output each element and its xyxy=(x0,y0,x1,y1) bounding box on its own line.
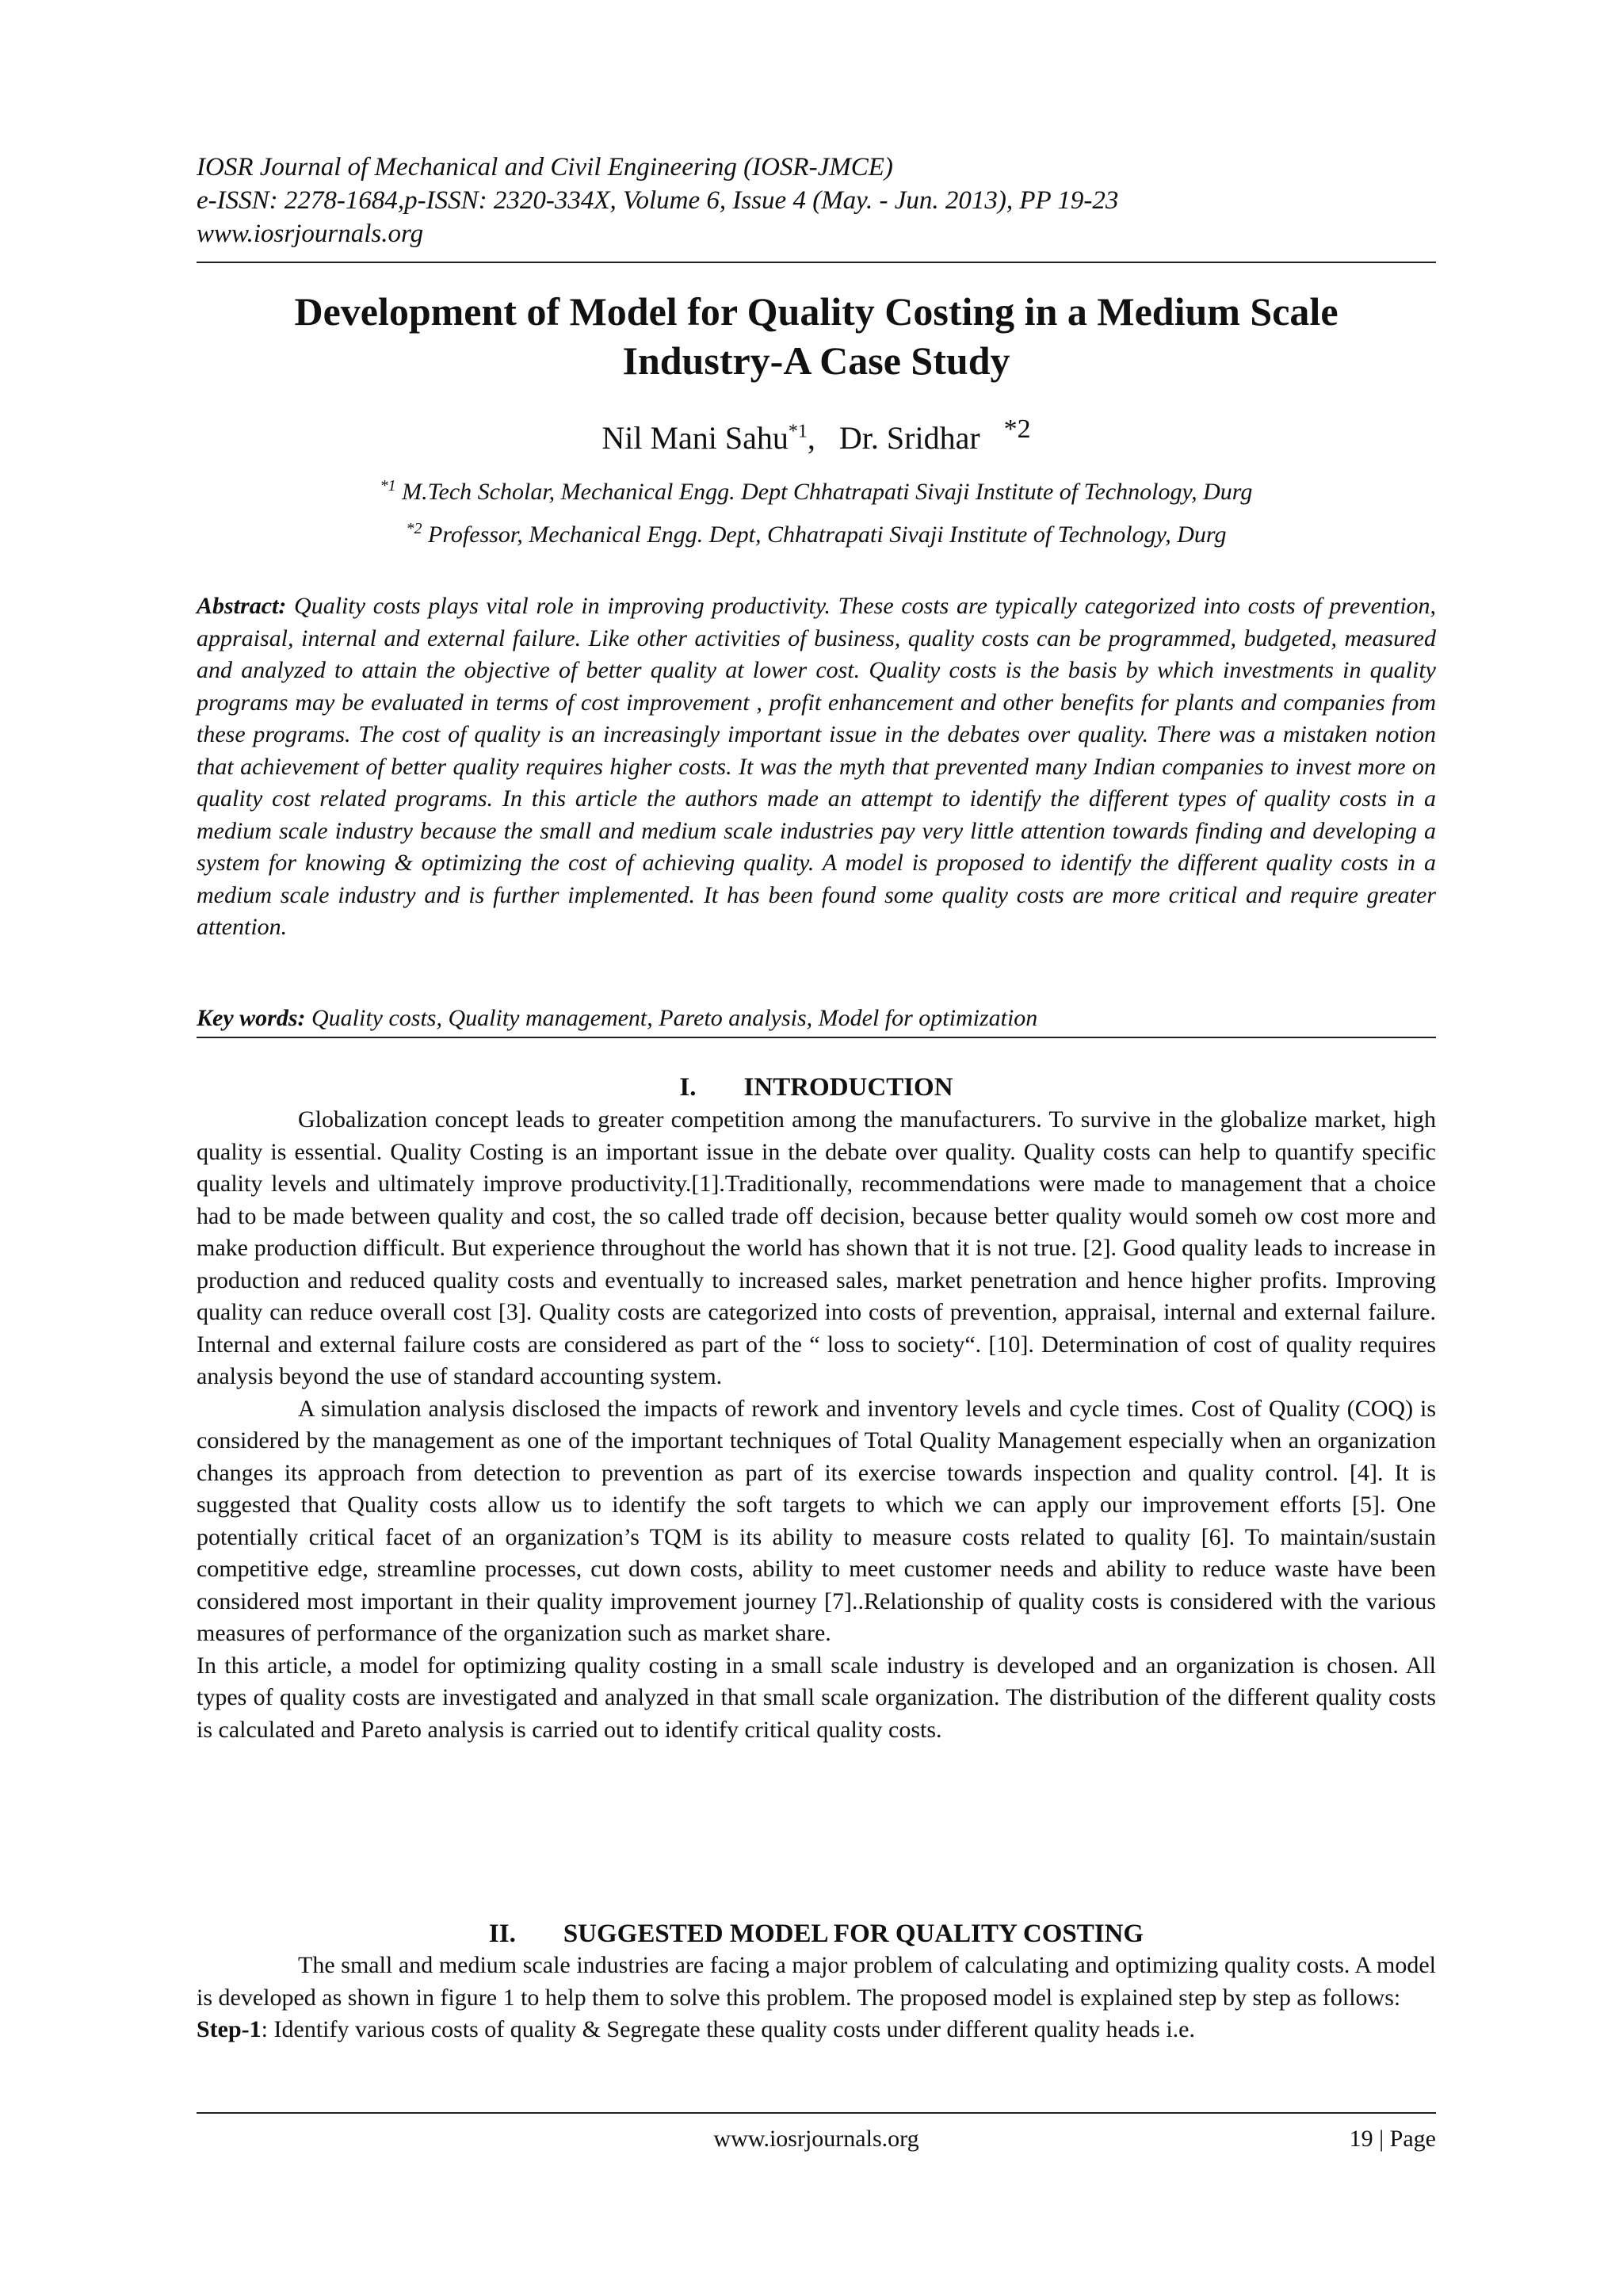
step-1-label: Step-1 xyxy=(197,2016,262,2042)
keywords-label: Key words: xyxy=(197,1005,306,1031)
abstract xyxy=(197,590,1436,944)
affiliation-1-mark: *1 xyxy=(380,477,396,495)
section-heading-introduction xyxy=(197,1072,1436,1103)
introduction-body xyxy=(197,1104,1436,1746)
abstract-label: Abstract: xyxy=(197,593,287,619)
author-separator: , xyxy=(807,420,815,456)
abstract-text: Quality costs plays vital role in improving productivity. These costs are typically categorized into costs of prevention, appraisal, internal and external failure. Like other activities of business, quality costs can be programmed, budgeted, measured and analyzed to attain the objective of better quality at lower cost. Quality costs is the basis by which investments in quality programs may be evaluated in terms of cost improvement , profit enhancement and other benefits for plants and companies from these programs. The cost of quality is an increasingly important issue in the debates over quality. There was a mistaken notion that achievement of better quality requires higher costs. It was the myth that prevented many Indian companies to invest more on quality cost related programs. In this article the authors made an attempt to identify the different types of quality costs in a medium scale industry because the small and medium scale industries pay very little attention towards finding and developing a system for knowing & optimizing the cost of achieving quality. A model is proposed to identify the different quality costs in a medium scale industry and is further implemented. It has been found some quality costs are more critical and require greater attention. xyxy=(197,593,1437,940)
intro-paragraph-1: Globalization concept leads to greater competition among the manufacturers. To survive in the globalize market, high quality is essential. Quality Costing is an important issue in the debate over quality. Quality costs can help to quantify specific quality levels and ultimately improve productivity.[1].Traditionally, recommendations were made to management that a choice had to be made between quality and cost, the so called trade off decision, because better quality would someh ow cost more and make production difficult. But experience throughout the world has shown that it is not true. [2]. Good quality leads to increase in production and reduced quality costs and eventually to increased sales, market penetration and hence higher profits. Improving quality can reduce overall cost [3]. Quality costs are categorized into costs of prevention, appraisal, internal and external failure. Internal and external failure costs are considered as part of the “ loss to society“. [10]. Determination of cost of quality requires analysis beyond the use of standard accounting system. xyxy=(197,1106,1436,1389)
affiliation-1-text: M.Tech Scholar, Mechanical Engg. Dept Chhatrapati Sivaji Institute of Technology, Durg xyxy=(395,479,1253,505)
author-1-mark: *1 xyxy=(788,421,808,442)
model-paragraph-1: The small and medium scale industries are facing a major problem of calculating and optimizing quality costs. A model is developed as shown in figure 1 to help them to solve this problem. The proposed model is explained step by step as follows: xyxy=(197,1952,1436,2011)
keywords xyxy=(197,1003,1436,1034)
affiliation-2-mark: *2 xyxy=(406,520,422,537)
section-heading-suggested-model xyxy=(197,1918,1436,1950)
journal-website: www.iosrjournals.org xyxy=(197,220,424,248)
footer-divider xyxy=(197,2112,1436,2114)
author-1-name: Nil Mani Sahu xyxy=(601,420,789,456)
intro-paragraph-3: In this article, a model for optimizing quality costing in a small scale industry is developed and an organization is chosen. All types of quality costs are investigated and analyzed in that small scale organization. The distribution of the different quality costs is calculated and Pareto analysis is carried out to identify critical quality costs. xyxy=(197,1652,1436,1743)
step-1-paragraph xyxy=(197,2014,1436,2046)
footer-website: www.iosrjournals.org xyxy=(713,2126,919,2152)
author-2-name: Dr. Sridhar xyxy=(838,420,980,456)
author-2-mark: *2 xyxy=(1003,415,1031,444)
paper-title xyxy=(197,287,1436,385)
keywords-text: Quality costs, Quality management, Pareto analysis, Model for optimization xyxy=(305,1005,1038,1031)
affiliation-2-text: Professor, Mechanical Engg. Dept, Chhatrapati Sivaji Institute of Technology, Durg xyxy=(422,521,1227,548)
section-1-number: I. xyxy=(679,1073,697,1102)
section-1-title: INTRODUCTION xyxy=(743,1073,953,1102)
abstract-divider xyxy=(197,1037,1436,1038)
page-number: 19 | Page xyxy=(1349,2126,1436,2152)
intro-paragraph-2: A simulation analysis disclosed the impacts of rework and inventory levels and cycle times. Cost of Quality (COQ) is considered by the management as one of the important techniques of Total Quality Management especially when an organization changes its approach from detection to prevention as part of its exercise towards inspection and quality control. [4]. It is suggested that Quality costs allow us to identify the soft targets to which we can apply our improvement efforts [5]. One potentially critical facet of an organization’s TQM is its ability to measure costs related to quality [6]. To maintain/sustain competitive edge, streamline processes, cut down costs, ability to meet customer needs and ability to reduce waste have been considered most important in their quality improvement journey [7]..Relationship of quality costs is considered with the various measures of performance of the organization such as market share. xyxy=(197,1395,1436,1646)
journal-header xyxy=(197,151,1436,250)
step-1-text: : Identify various costs of quality & Segregate these quality costs under different quality heads i.e. xyxy=(261,2016,1195,2042)
header-divider xyxy=(197,262,1436,263)
model-body xyxy=(197,1950,1436,2046)
affiliation-1 xyxy=(197,477,1436,507)
author-list xyxy=(197,415,1436,458)
issn-line: e-ISSN: 2278-1684,p-ISSN: 2320-334X, Volume 6, Issue 4 (May. - Jun. 2013), PP 19-23 xyxy=(197,186,1119,215)
title-line-1: Development of Model for Quality Costing in a Medium Scale xyxy=(294,289,1338,334)
affiliation-2 xyxy=(197,520,1436,550)
section-2-number: II. xyxy=(488,1920,516,1948)
section-2-title: SUGGESTED MODEL FOR QUALITY COSTING xyxy=(563,1920,1144,1948)
title-line-2: Industry-A Case Study xyxy=(622,338,1010,383)
journal-name: IOSR Journal of Mechanical and Civil Engineering (IOSR-JMCE) xyxy=(197,153,893,181)
